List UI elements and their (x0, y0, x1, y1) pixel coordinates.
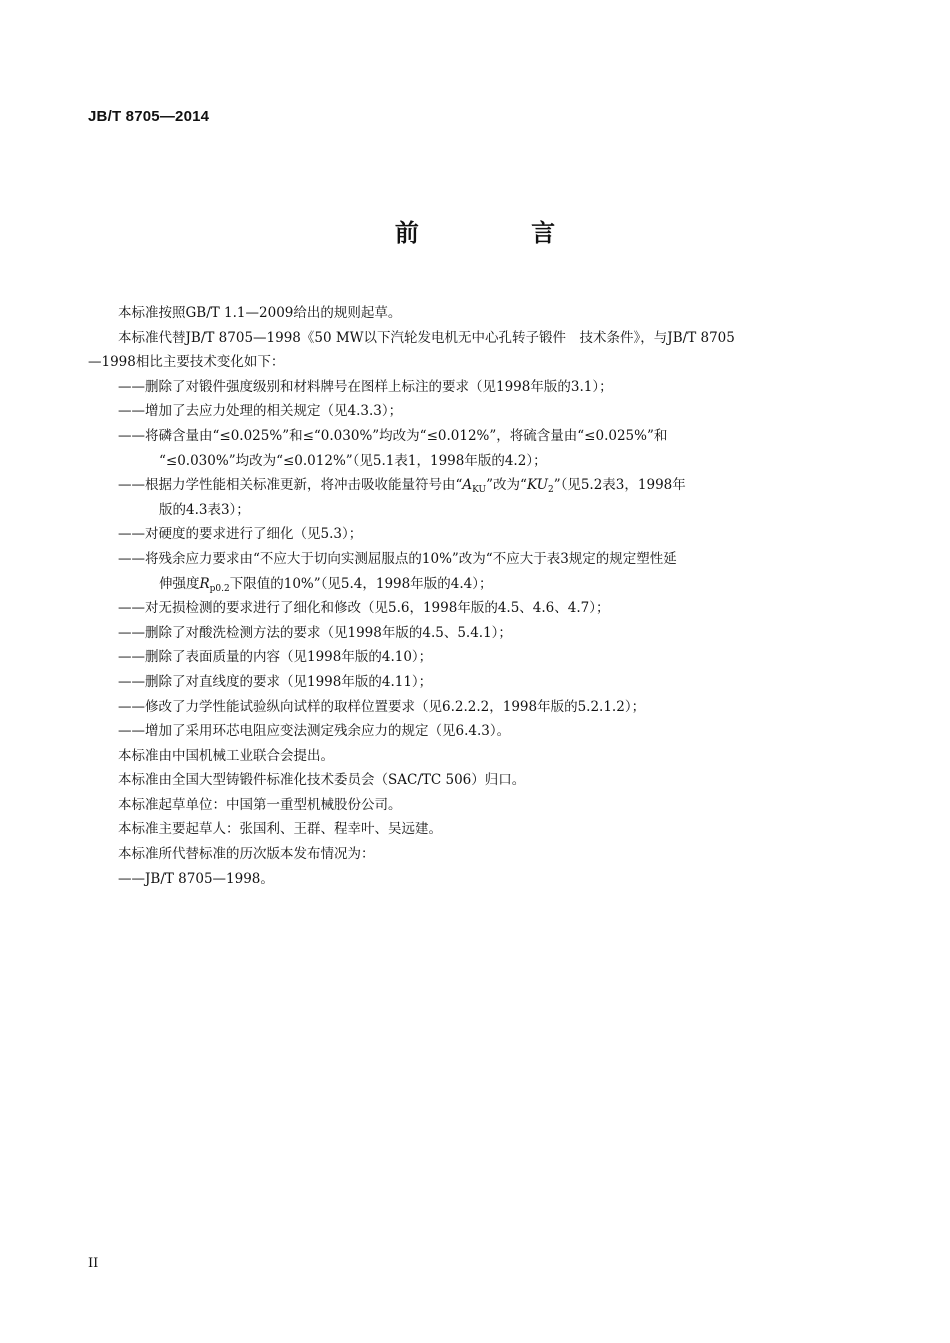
list-item: ——对硬度的要求进行了细化（见5.3）； (118, 526, 363, 543)
list-item-continuation (88, 572, 840, 597)
list-item: ——修改了力学性能试验纵向试样的取样位置要求（见6.2.2.2，1998年版的5.2.1.2）； (118, 698, 646, 715)
list-item (88, 473, 840, 498)
list-item: ——对无损检测的要求进行了细化和修改（见5.6，1998年版的4.5、4.6、4.7）； (118, 600, 610, 617)
symbol-a: A (462, 477, 473, 494)
foreword-body (88, 301, 840, 891)
text-segment: ”改为“ (486, 477, 527, 494)
text-segment: ——根据力学性能相关标准更新，将冲击吸收能量符号由“ (118, 477, 463, 494)
symbol-subscript: 2 (547, 485, 554, 496)
page-number: II (88, 1256, 99, 1271)
text-segment: 伸强度 (159, 575, 200, 592)
list-item: ——将磷含量由“≤0.025%”和≤“0.030%”均改为“≤0.012%”，将硫含量由“≤0.025%”和 (118, 427, 668, 444)
list-item: ——增加了采用环芯电阻应变法测定残余应力的规定（见6.4.3）。 (118, 723, 511, 740)
list-item: ——删除了对锻件强度级别和材料牌号在图样上标注的要求（见1998年版的3.1）； (118, 378, 613, 395)
text-segment: ”（见5.2表3，1998年 (553, 477, 686, 494)
symbol-subscript: p0.2 (209, 583, 230, 594)
paragraph-line: 本标准主要起草人：张国利、王群、程幸叶、吴远建。 (118, 821, 442, 838)
list-item-continuation: 版的4.3表3）； (159, 501, 250, 518)
list-item-continuation: “≤0.030%”均改为“≤0.012%”（见5.1表1，1998年版的4.2）； (159, 452, 547, 469)
list-item: ——删除了对酸洗检测方法的要求（见1998年版的4.5、5.4.1）； (118, 624, 512, 641)
paragraph-line: 本标准所代替标准的历次版本发布情况为： (118, 846, 375, 863)
paragraph-line: 本标准起草单位：中国第一重型机械股份公司。 (118, 796, 402, 813)
symbol-r: R (199, 575, 210, 592)
list-item: ——JB/T 8705—1998。 (118, 870, 274, 887)
paragraph-line: —1998相比主要技术变化如下： (88, 354, 285, 371)
list-item: ——删除了表面质量的内容（见1998年版的4.10）； (118, 649, 433, 666)
list-item: ——删除了对直线度的要求（见1998年版的4.11）； (118, 673, 433, 690)
paragraph-line: 本标准由中国机械工业联合会提出。 (118, 747, 334, 764)
symbol-ku: KU (526, 477, 548, 494)
paragraph-line: 本标准代替JB/T 8705—1998《50 MW以下汽轮发电机无中心孔转子锻件 技术条件》，与JB/T 8705 (118, 329, 735, 346)
list-item: ——增加了去应力处理的相关规定（见4.3.3）； (118, 403, 403, 420)
list-item: ——将残余应力要求由“不应大于切向实测屈服点的10%”改为“不应大于表3规定的规定塑性延 (118, 550, 677, 567)
paragraph-line: 本标准由全国大型铸锻件标准化技术委员会（SAC/TC 506）归口。 (118, 772, 526, 789)
paragraph-line: 本标准按照GB/T 1.1—2009给出的规则起草。 (118, 305, 402, 321)
standard-code: JB/T 8705—2014 (88, 108, 210, 125)
text-segment: 下限值的10%”（见5.4，1998年版的4.4）； (229, 575, 493, 592)
symbol-subscript: KU (472, 485, 487, 496)
page-title: 前 言 (394, 219, 608, 247)
